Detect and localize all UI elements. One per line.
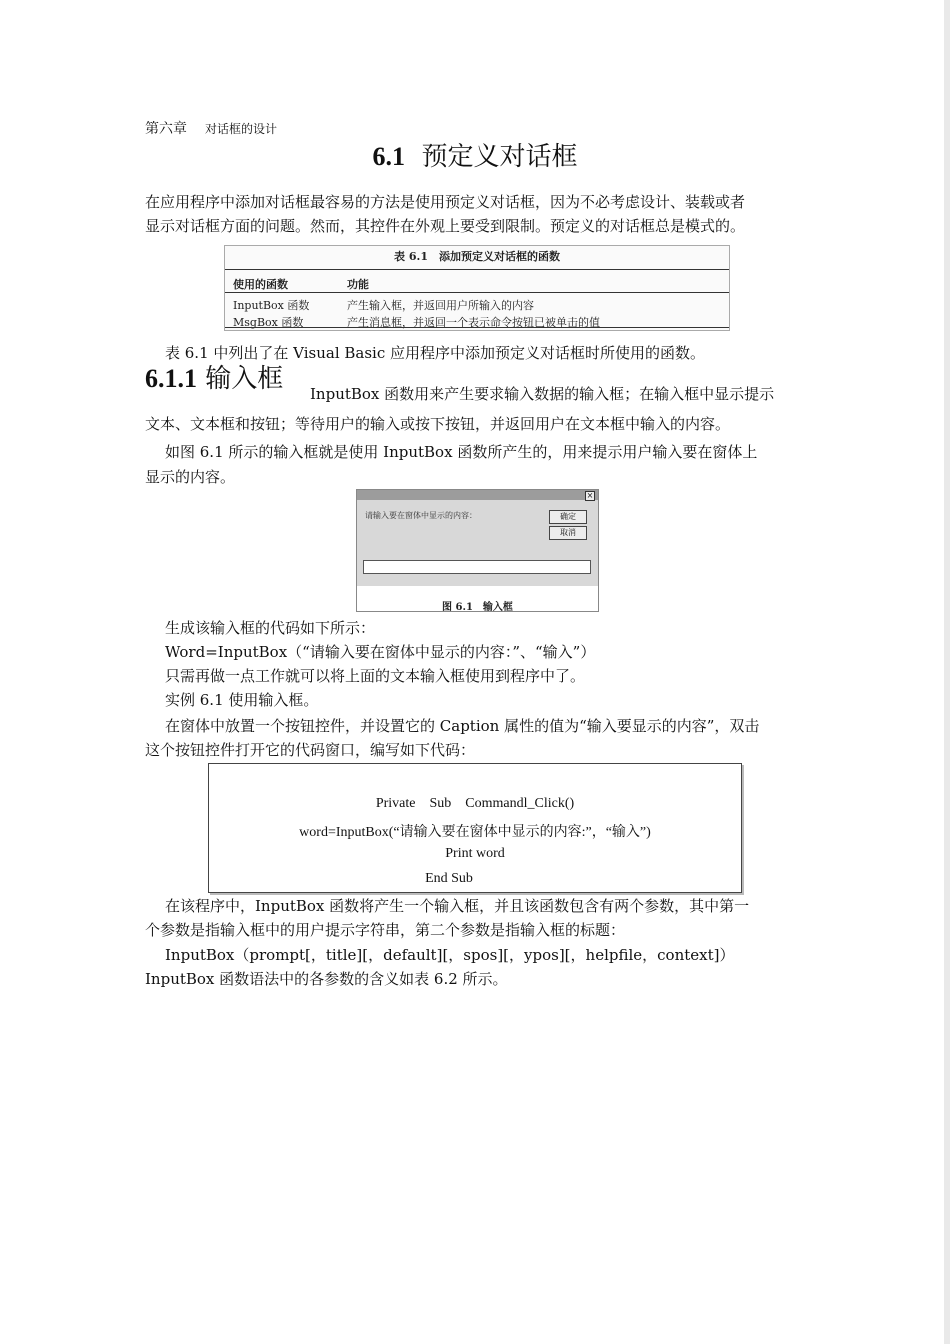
table-rule-top xyxy=(225,269,729,270)
code-line-4: End Sub xyxy=(425,871,473,886)
figure-ref-line-2: 显示的内容。 xyxy=(145,468,236,486)
after-code-line-2: 个参数是指输入框中的用户提示字符串，第二个参数是指输入框的标题： xyxy=(145,921,626,939)
example-desc-line-2: 这个按钮控件打开它的代码窗口，编写如下代码： xyxy=(145,741,476,759)
code-line-1-sub: Sub xyxy=(429,796,452,811)
dialog-ok-button: 确定 xyxy=(549,510,587,524)
dialog-cancel-button: 取消 xyxy=(549,526,587,540)
syntax-line: InputBox（prompt[，title][，default][，spos][，ypos][，helpfile，context]） xyxy=(165,946,735,964)
inputbox-desc-line-2: 文本、文本框和按钮；等待用户的输入或按下按钮，并返回用户在文本框中输入的内容。 xyxy=(145,415,731,433)
more-work-line: 只需再做一点工作就可以将上面的文本输入框使用到程序中了。 xyxy=(165,667,586,685)
chapter-title: 对话框的设计 xyxy=(205,122,278,136)
code-line-3: Print word xyxy=(445,846,505,861)
subsection-heading xyxy=(145,362,283,396)
code-line-1-private: Private xyxy=(375,796,416,811)
subsection-number: 6.1.1 xyxy=(145,364,197,393)
code-line-1-name: Commandl_Click() xyxy=(465,796,575,811)
subsection-title: 输入框 xyxy=(205,364,284,394)
code-intro: 生成该输入框的代码如下所示： xyxy=(165,619,376,637)
intro-line-2: 显示对话框方面的问题。然而，其控件在外观上要受到限制。预定义的对话框总是模式的。 xyxy=(145,217,746,235)
dialog-title-bar xyxy=(357,490,598,500)
code-line-1 xyxy=(209,796,741,812)
table-row-2-func: MsgBox 函数 xyxy=(233,316,304,329)
after-code-line-1: 在该程序中，InputBox 函数将产生一个输入框，并且该函数包含有两个参数，其中第一 xyxy=(165,897,750,915)
intro-line-1: 在应用程序中添加对话框最容易的方法是使用预定义对话框，因为不必考虑设计、装载或者 xyxy=(145,193,746,211)
table-row-1-func: InputBox 函数 xyxy=(233,299,310,312)
table-header-feature: 功能 xyxy=(347,278,369,291)
example-title: 实例 6.1 使用输入框。 xyxy=(165,691,319,709)
figure-caption: 图 6.1 输入框 xyxy=(442,602,513,613)
inputbox-desc-line-1: InputBox 函数用来产生要求输入数据的输入框；在输入框中显示提示 xyxy=(310,385,775,403)
table-row-2-desc: 产生消息框，并返回一个表示命令按钮已被单击的值 xyxy=(347,316,600,329)
table-caption: 表 6.1 添加预定义对话框的函数 xyxy=(394,250,560,263)
example-desc-line-1: 在窗体中放置一个按钮控件，并设置它的 Caption 属性的值为“输入要显示的内容”，双击 xyxy=(165,717,760,735)
code-line-2: word=InputBox(“请输入要在窗体中显示的内容:”，“输入”) xyxy=(299,825,651,840)
code-inline: Word=InputBox（“请输入要在窗体中显示的内容：”、“输入”） xyxy=(165,643,596,661)
dialog-prompt: 请输入要在窗体中显示的内容： xyxy=(365,511,477,520)
table-rule-mid xyxy=(225,292,729,293)
table-header-function: 使用的函数 xyxy=(233,278,288,291)
table-6-1 xyxy=(224,245,730,331)
table-rule-bottom xyxy=(225,327,729,328)
section-title xyxy=(0,136,950,173)
chapter-label: 第六章 xyxy=(145,121,187,137)
chapter-header xyxy=(145,118,277,138)
close-icon: × xyxy=(586,491,594,500)
table-row-1-desc: 产生输入框，并返回用户所输入的内容 xyxy=(347,299,534,312)
section-number: 6.1 xyxy=(372,142,405,171)
figure-ref-line-1: 如图 6.1 所示的输入框就是使用 InputBox 函数所产生的，用来提示用户输入要在窗体上 xyxy=(165,443,758,461)
page-edge-shadow xyxy=(944,0,950,1344)
figure-6-1-inputbox xyxy=(356,489,599,612)
table-reference: 表 6.1 中列出了在 Visual Basic 应用程序中添加预定义对话框时所使用的函数。 xyxy=(165,344,706,362)
section-title-text: 预定义对话框 xyxy=(421,142,578,172)
params-reference: InputBox 函数语法中的各参数的含义如表 6.2 所示。 xyxy=(145,970,508,988)
code-block xyxy=(208,763,742,893)
dialog-text-input xyxy=(363,560,591,574)
